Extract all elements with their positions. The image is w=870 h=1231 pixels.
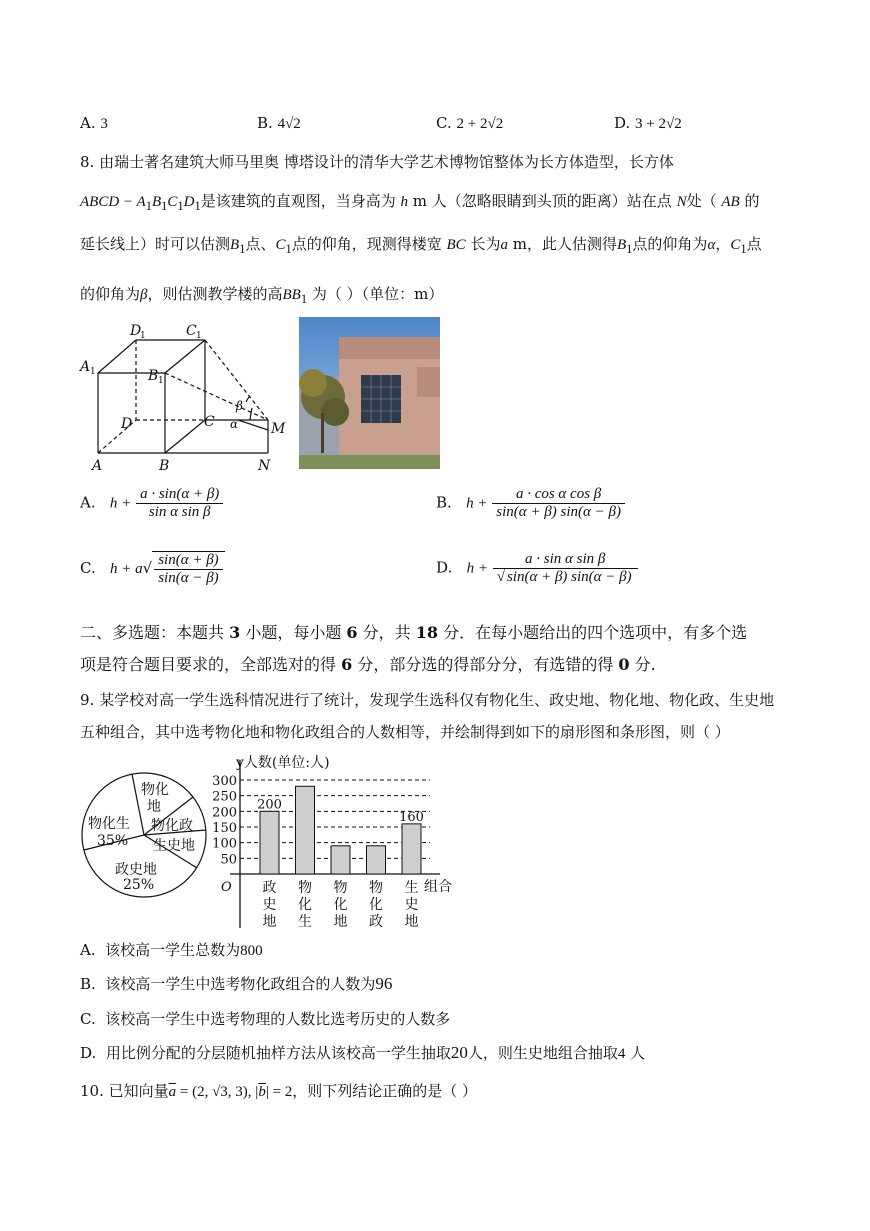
q8-line-2: ABCD − $A_1B_1C_1D_1$是该建筑的直观图，当身高为 h m 人（忽略眼睛到头顶的距离）站在点 N处（ AB 的 (80, 192, 760, 213)
x-tick-label-char: 政 (262, 880, 277, 896)
angle-alpha-arc (250, 408, 252, 420)
x-tick-label-char: 史 (404, 897, 419, 913)
q8-line-4: 的仰角为β，则估测教学楼的高$BB_1$ 为（ ）（单位：m） (80, 285, 444, 306)
building-photo (299, 317, 440, 469)
label-c: C (204, 414, 215, 430)
q7-option-d: D. 3 + 2√2 (614, 114, 682, 132)
pie-label-zhengshidi: 政史地 (115, 862, 157, 878)
x-tick-label-char: 地 (262, 914, 277, 928)
x-axis-label: 组合 (424, 879, 452, 895)
label-c1: C (186, 323, 197, 339)
x-tick-label-char: 史 (262, 897, 277, 913)
edge-ground-m (238, 420, 268, 430)
y-tick-label: 50 (220, 852, 237, 868)
q10-stem: 10. 已知向量$\overline{a} = (2$, √3, 3), $|\overline{b}| = 2$，则下列结论正确的是（ ） (80, 1082, 478, 1100)
pie-label-wuhuadi-1: 物化 (141, 782, 169, 798)
y-tick-label: 150 (212, 821, 237, 836)
x-tick-label-char: 物 (333, 880, 348, 896)
label-a: A (92, 458, 103, 474)
q9-option-d: D. 用比例分配的分层随机抽样方法从该校高一学生抽取20人，则生史地组合抽取4 人 (80, 1043, 646, 1062)
section2-line-2: 项是符合题目要求的，全部选对的得 6 分，部分选的得部分分，有选错的得 0 分. (80, 655, 656, 674)
q8-option-a: A. h + $\frac{a \cdot \sin(\alpha + \beta)}{\text{sin α sin β}}$ (80, 486, 223, 521)
svg-text:1: 1 (90, 367, 96, 377)
y-tick-label: 250 (212, 789, 237, 805)
q7-option-a: A. 3 (80, 114, 108, 132)
pie-label-wuhuazheng: 物化政 (151, 818, 193, 834)
bar-4 (367, 846, 386, 874)
bar-5 (402, 824, 421, 874)
label-alpha: α (230, 417, 239, 431)
x-tick-label-char: 地 (333, 914, 348, 928)
x-tick-label-char: 生 (404, 880, 419, 896)
edge-bc (165, 420, 205, 453)
svg-text:1: 1 (196, 331, 202, 341)
pie-label-wuhuasheng: 物化生 (88, 816, 130, 832)
bar-data-label: 200 (257, 797, 282, 813)
q9-option-a: A. 该校高一学生总数为800 (80, 941, 263, 959)
q9-line-1: 9. 某学校对高一学生选科情况进行了统计，发现学生选科仅有物化生、政史地、物化地、物化政、生史地 (80, 691, 775, 709)
pie-label-shengshidi: 生史地 (153, 838, 195, 854)
q9-option-b: B. 该校高一学生中选考物化政组合的人数为96 (80, 974, 393, 993)
x-tick-label-char: 生 (298, 914, 312, 928)
q8-line-1: 8. 由瑞士著名建筑大师马里奥 博塔设计的清华大学艺术博物馆整体为长方体造型，长方体 (80, 153, 674, 171)
x-tick-label-char: 地 (404, 914, 419, 928)
bar-chart (205, 750, 465, 928)
x-tick-label-char: 化 (369, 897, 383, 913)
x-tick-label-char: 化 (298, 897, 312, 913)
q9-line-2: 五种组合，其中选考物化地和物化政组合的人数相等，并绘制得到如下的扇形图和条形图，则（ ） (80, 723, 730, 741)
pie-chart (79, 770, 209, 900)
bar-3 (331, 846, 350, 874)
y-axis-label: y人数(单位:人) (236, 755, 330, 771)
bar-2 (296, 786, 315, 874)
y-tick-label: 300 (212, 774, 237, 789)
x-tick-label-char: 物 (369, 880, 383, 896)
q9-option-c: C. 该校高一学生中选考物理的人数比选考历史的人数多 (80, 1010, 451, 1028)
label-b1: B (148, 368, 159, 384)
svg-text:1: 1 (140, 331, 146, 341)
q7-option-c: C. 2 + 2√2 (436, 114, 504, 132)
label-beta: β (236, 399, 243, 413)
label-d1: D (130, 323, 142, 339)
q8-option-d: D. h + $\frac{\text{a · sin α sin β}}{√ \sin(\alpha + \beta) \sin(\alpha - \beta)}$ (436, 551, 638, 586)
svg-text:1: 1 (158, 376, 164, 386)
q8-geometry-figure (78, 318, 293, 478)
q7-option-b: B. 4√2 (257, 114, 301, 132)
origin-label: O (221, 880, 232, 895)
sightline-b1m (165, 373, 268, 420)
y-tick-label: 100 (212, 836, 237, 852)
q8-option-c: C. h + a√ $\frac{\sin(\alpha + \beta)}{\sin(\alpha - \beta)}$ (80, 551, 225, 587)
label-n: N (258, 458, 271, 474)
edge-a1d1 (98, 340, 136, 373)
x-tick-label-char: 政 (369, 914, 383, 928)
y-tick-label: 200 (212, 805, 237, 821)
section2-line-1: 二、多选题：本题共 3 小题，每小题 6 分，共 18 分．在每小题给出的四个选项中，有多个选 (80, 623, 748, 642)
x-tick-label-char: 物 (298, 880, 312, 896)
bar-data-label: 160 (399, 809, 424, 825)
angle-beta-arc (246, 396, 250, 402)
pie-label-wuhuadi-2: 地 (147, 799, 161, 815)
q8-line-3: 延长线上）时可以估测$B_1$点、$C_1$点的仰角，现测得楼宽 BC 长为a m，此人估测得$B_1$点的仰角为α，$C_1$点 (80, 235, 762, 256)
q8-option-b: B. h + $\frac{\text{a · cos α cos β}}{\sin(\alpha + \beta) \sin(\alpha - \beta)}$ (436, 486, 625, 521)
bar-1 (260, 811, 279, 874)
label-d: D (121, 416, 133, 432)
edge-b1c1 (165, 340, 205, 373)
pie-label-wuhuasheng-pct: 35% (97, 833, 129, 849)
label-b: B (159, 458, 170, 474)
pie-label-zhengshidi-pct: 25% (123, 877, 155, 893)
label-a1: A (80, 359, 91, 375)
x-tick-label-char: 化 (333, 897, 348, 913)
label-m: M (271, 421, 286, 437)
